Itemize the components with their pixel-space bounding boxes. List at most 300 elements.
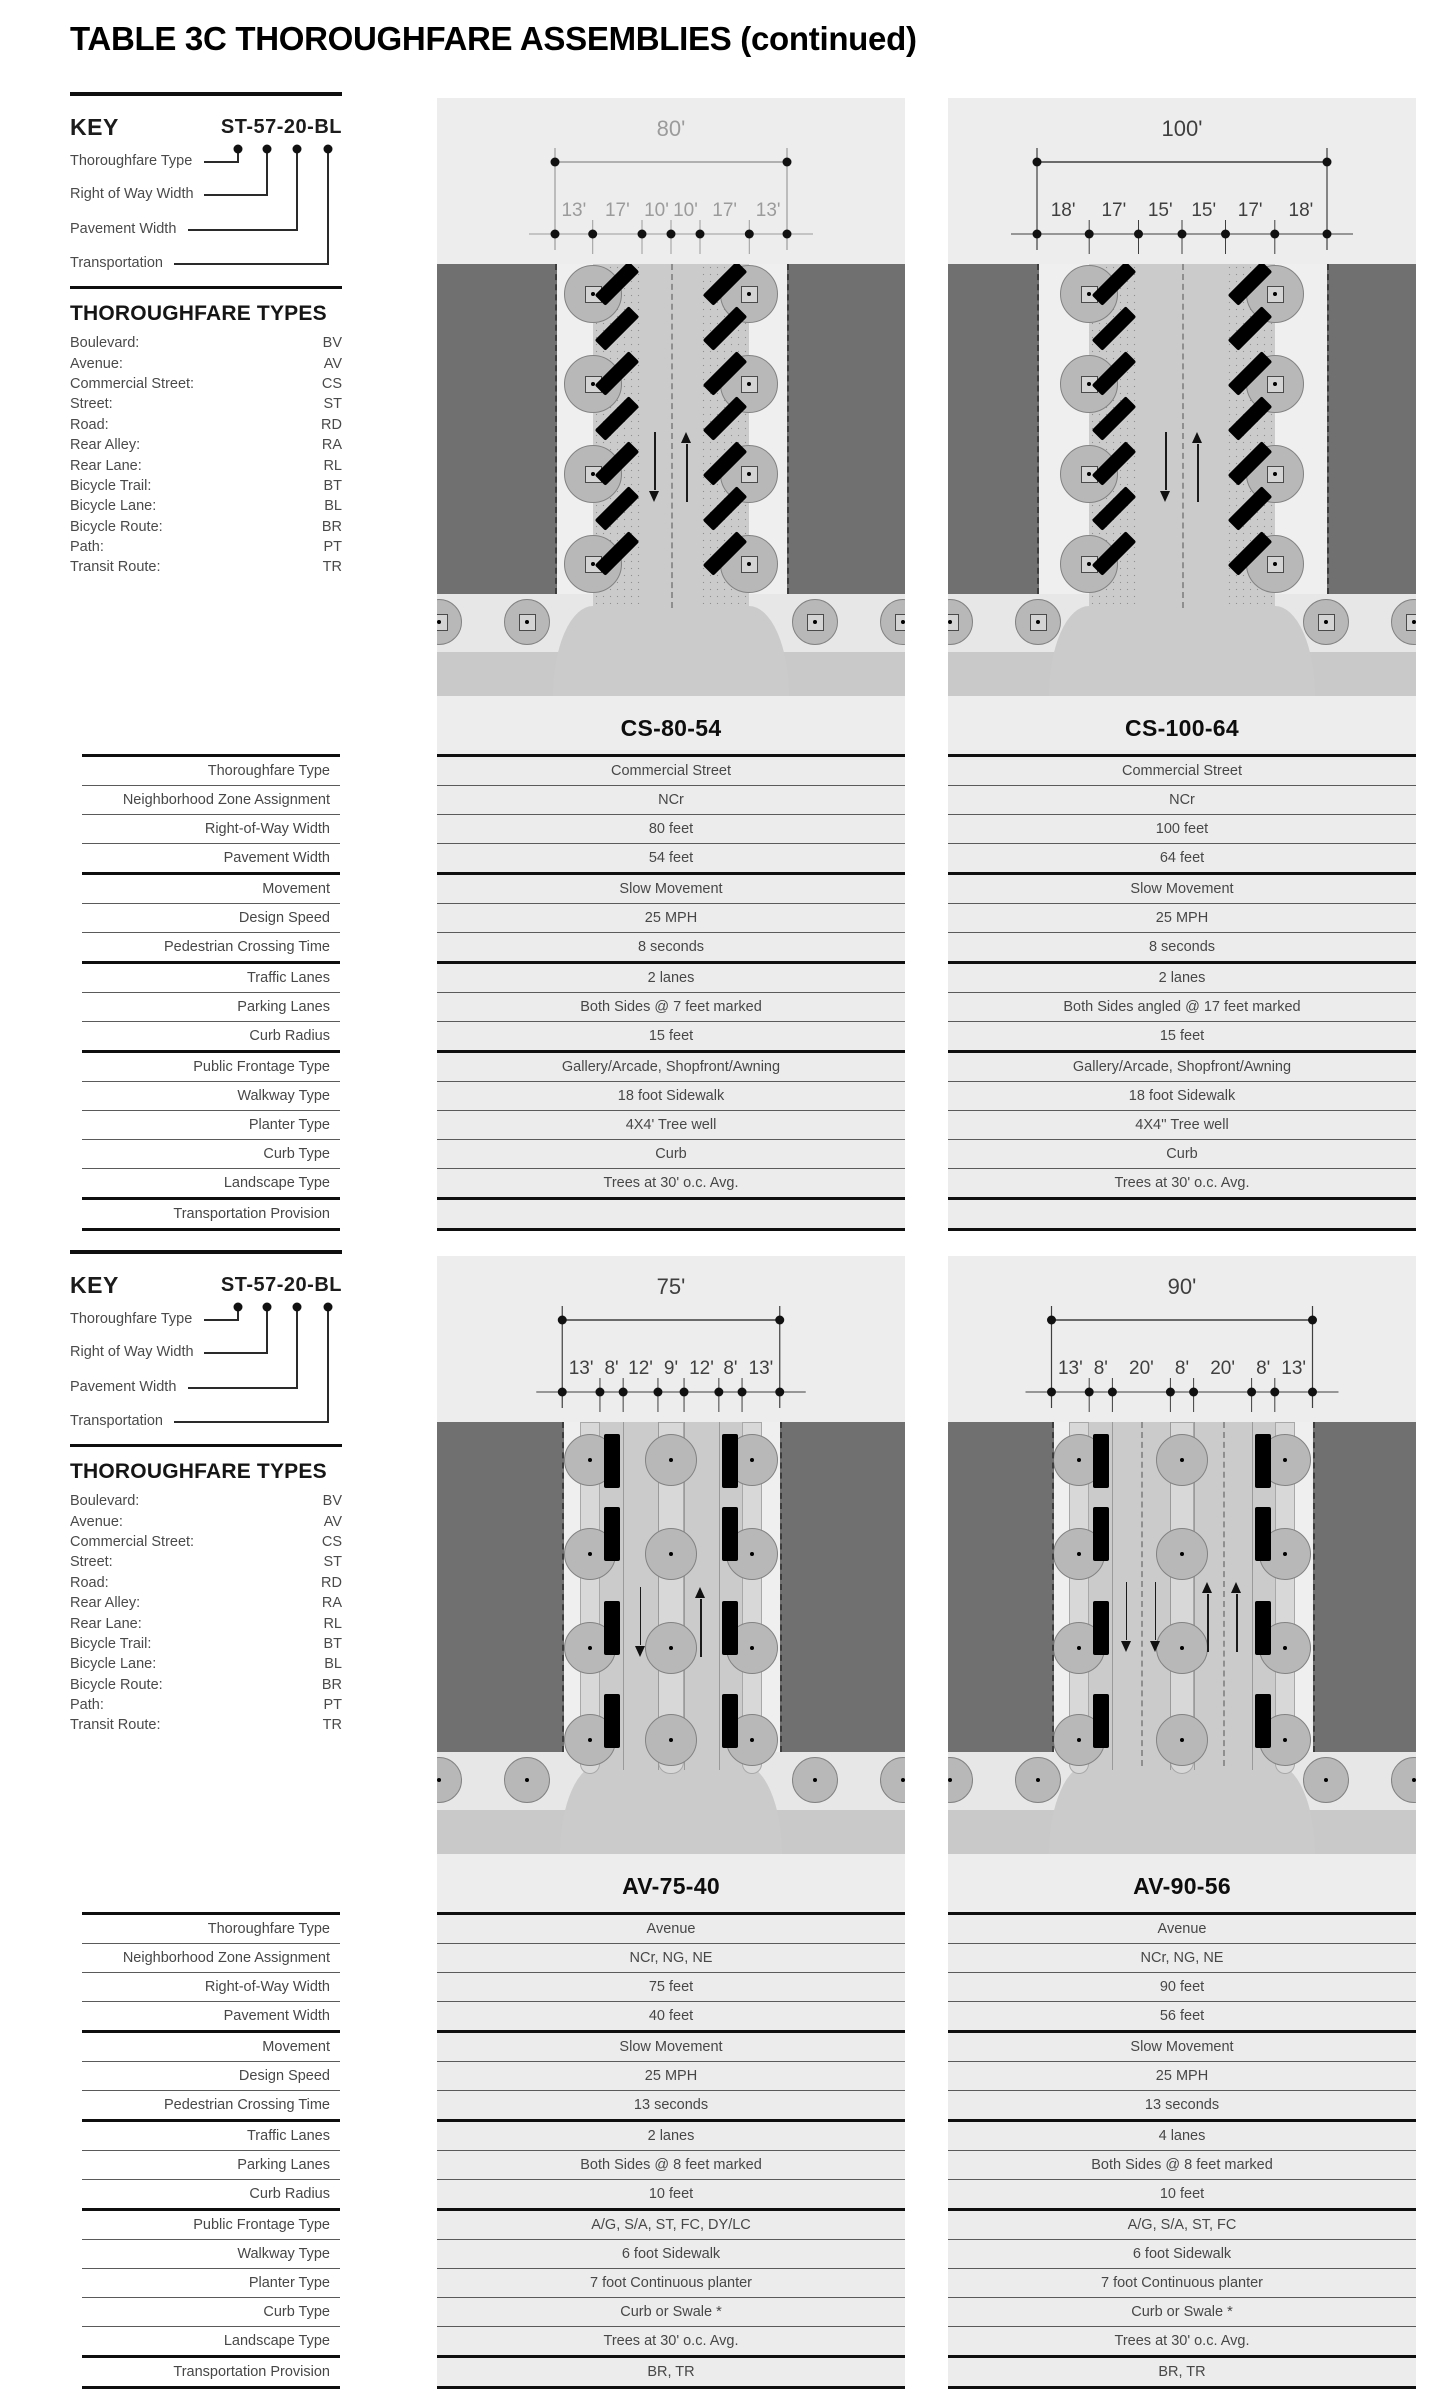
dimension-diagram	[948, 1256, 1416, 1422]
attribute-label-row: Curb Radius	[82, 1022, 340, 1053]
type-label: Avenue:	[70, 1513, 123, 1530]
type-label: Rear Lane:	[70, 457, 142, 474]
type-code: PT	[323, 539, 342, 556]
section-divider-line	[70, 92, 342, 96]
type-label: Transit Route:	[70, 1717, 161, 1734]
key-entry-label: Right of Way Width	[70, 186, 194, 202]
parallel-parked-car	[1093, 1694, 1109, 1748]
lane-dashed-line	[1141, 1422, 1143, 1766]
key-legend	[70, 100, 342, 282]
street-tree-icon	[645, 1434, 697, 1486]
segment-width-label: 13'	[561, 200, 587, 221]
type-label: Transit Route:	[70, 559, 161, 576]
key-entry-label: Pavement Width	[70, 1379, 177, 1395]
thoroughfare-types-heading: THOROUGHFARE TYPES	[70, 1460, 327, 1483]
thoroughfare-types-legend	[70, 302, 342, 578]
assembly-value-row: Trees at 30' o.c. Avg.	[948, 2327, 1416, 2358]
segment-width-label: 8'	[723, 1358, 738, 1379]
type-code: TR	[322, 559, 342, 576]
attribute-label-row: Movement	[82, 875, 340, 904]
segment-width-label: 10'	[644, 200, 669, 221]
thoroughfare-type-row	[70, 1695, 342, 1715]
thoroughfare-type-row	[70, 1532, 342, 1552]
assembly-value-row: 2 lanes	[437, 2122, 905, 2151]
type-code: BT	[323, 1635, 342, 1652]
attribute-label-row: Public Frontage Type	[82, 2211, 340, 2240]
assembly-value-row: 75 feet	[437, 1973, 905, 2002]
type-code: CS	[321, 375, 342, 392]
parallel-parked-car	[604, 1434, 620, 1488]
row-width-label: 80'	[656, 116, 686, 141]
type-label: Rear Alley:	[70, 1595, 141, 1612]
attribute-label-row: Neighborhood Zone Assignment	[82, 786, 340, 815]
assembly-value-row: NCr	[948, 786, 1416, 815]
key-legend	[70, 1258, 342, 1440]
parallel-parked-car	[722, 1601, 738, 1655]
plan-view	[948, 264, 1416, 702]
thoroughfare-types-legend	[70, 1460, 342, 1736]
assembly-section-lower	[0, 1248, 1452, 2398]
dimension-svg	[948, 1256, 1416, 1422]
arrow-shaft	[1165, 432, 1167, 490]
building-block	[780, 1422, 905, 1752]
travel-lane-arrow	[635, 1587, 647, 1657]
row-width-label: 75'	[656, 1274, 686, 1299]
key-entry-label: Thoroughfare Type	[70, 153, 193, 169]
row-width-label: 90'	[1167, 1274, 1197, 1299]
thoroughfare-types-heading: THOROUGHFARE TYPES	[70, 302, 327, 325]
assembly-value-row: Both Sides angled @ 17 feet marked	[948, 993, 1416, 1022]
assembly-value-row: Avenue	[437, 1915, 905, 1944]
segment-width-label: 17'	[1101, 200, 1127, 221]
thoroughfare-type-row	[70, 353, 342, 373]
dimension-svg	[948, 98, 1416, 264]
segment-width-label: 15'	[1191, 200, 1217, 221]
type-code: BL	[324, 1656, 342, 1673]
assembly-value-row: 4X4'' Tree well	[948, 1111, 1416, 1140]
type-code: AV	[323, 355, 342, 372]
assembly-value-row: NCr, NG, NE	[437, 1944, 905, 1973]
attribute-label-row: Landscape Type	[82, 1169, 340, 1200]
thoroughfare-type-row	[70, 557, 342, 577]
key-entry-label: Thoroughfare Type	[70, 1311, 193, 1327]
assembly-value-row: Commercial Street	[948, 757, 1416, 786]
thoroughfare-type-row	[70, 517, 342, 537]
segment-width-label: 13'	[755, 200, 781, 221]
type-code: CS	[321, 1533, 342, 1550]
assembly-value-row: Slow Movement	[948, 875, 1416, 904]
type-label: Street:	[70, 1554, 113, 1571]
arrow-head	[1160, 491, 1170, 502]
arrow-head	[1202, 1582, 1212, 1593]
key-heading: KEY	[70, 1272, 119, 1298]
assembly-value-row: NCr	[437, 786, 905, 815]
assembly-value-row: 6 foot Sidewalk	[437, 2240, 905, 2269]
assembly-value-row: Curb	[948, 1140, 1416, 1169]
segment-width-label: 13'	[1057, 1358, 1083, 1379]
assembly-value-row: 13 seconds	[437, 2091, 905, 2122]
segment-width-label: 9'	[663, 1358, 679, 1379]
assembly-value-row: Slow Movement	[437, 875, 905, 904]
type-label: Commercial Street:	[70, 375, 195, 392]
segment-width-label: 12'	[689, 1358, 714, 1379]
attribute-label-row: Planter Type	[82, 2269, 340, 2298]
attribute-label-row: Pedestrian Crossing Time	[82, 2091, 340, 2122]
attribute-label-row: Thoroughfare Type	[82, 757, 340, 786]
type-code: RA	[321, 437, 342, 454]
street-tree-icon	[792, 599, 838, 645]
dimension-diagram	[948, 98, 1416, 264]
thoroughfare-type-row	[70, 455, 342, 475]
type-label: Boulevard:	[70, 1493, 140, 1510]
assembly-value-row: 8 seconds	[437, 933, 905, 964]
key-entry-label: Transportation	[70, 1413, 163, 1429]
type-code: BV	[322, 1493, 342, 1510]
parallel-parked-car	[1255, 1694, 1271, 1748]
assembly-value-row: 2 lanes	[437, 964, 905, 993]
segment-width-label: 13'	[1281, 1358, 1307, 1379]
assembly-value-row: 10 feet	[437, 2180, 905, 2211]
thoroughfare-type-row	[70, 537, 342, 557]
assembly-attribute-table	[437, 754, 905, 1231]
assembly-value-row: Trees at 30' o.c. Avg.	[437, 2327, 905, 2358]
parallel-parked-car	[722, 1434, 738, 1488]
lane-edge-line	[1252, 1422, 1253, 1770]
building-block	[787, 264, 905, 594]
type-code: AV	[323, 1513, 342, 1530]
assembly-panel-cs-80-54	[437, 98, 905, 1231]
key-divider-line	[70, 286, 342, 289]
type-label: Rear Lane:	[70, 1615, 142, 1632]
thoroughfare-type-row	[70, 415, 342, 435]
assembly-value-row: 80 feet	[437, 815, 905, 844]
segment-width-label: 8'	[1174, 1358, 1190, 1379]
thoroughfare-type-row	[70, 1491, 342, 1511]
assembly-panel-cs-100-64	[948, 98, 1416, 1231]
assembly-value-row: A/G, S/A, ST, FC	[948, 2211, 1416, 2240]
assembly-value-row: 4X4' Tree well	[437, 1111, 905, 1140]
street-tree-icon	[645, 1528, 697, 1580]
attribute-label-row: Parking Lanes	[82, 993, 340, 1022]
assembly-value-row: A/G, S/A, ST, FC, DY/LC	[437, 2211, 905, 2240]
attribute-label-row: Planter Type	[82, 1111, 340, 1140]
street-tree-icon	[792, 1757, 838, 1803]
street-tree-icon	[1015, 1757, 1061, 1803]
street-tree-icon	[1303, 1757, 1349, 1803]
segment-width-label: 18'	[1288, 200, 1314, 221]
key-code: ST-57-20-BL	[220, 1274, 342, 1296]
attribute-label-row: Pavement Width	[82, 844, 340, 875]
thoroughfare-type-row	[70, 496, 342, 516]
type-label: Rear Alley:	[70, 437, 141, 454]
type-label: Bicycle Trail:	[70, 1635, 152, 1652]
attribute-label-row: Neighborhood Zone Assignment	[82, 1944, 340, 1973]
legend-column	[70, 90, 342, 1230]
assembly-value-row: Slow Movement	[948, 2033, 1416, 2062]
assembly-value-row: 8 seconds	[948, 933, 1416, 964]
assembly-value-row: 40 feet	[437, 2002, 905, 2033]
arrow-head	[1231, 1582, 1241, 1593]
assembly-value-row	[437, 1200, 905, 1228]
assembly-panel-av-90-56	[948, 1256, 1416, 2389]
assembly-value-row: 56 feet	[948, 2002, 1416, 2033]
assembly-value-row: Gallery/Arcade, Shopfront/Awning	[948, 1053, 1416, 1082]
assembly-attribute-table	[948, 1912, 1416, 2389]
parallel-parked-car	[1255, 1601, 1271, 1655]
assembly-value-row: BR, TR	[647, 2364, 695, 2380]
assembly-value-row: BR, TR	[1158, 2364, 1206, 2380]
attribute-label-row: Walkway Type	[82, 1082, 340, 1111]
parallel-parked-car	[604, 1601, 620, 1655]
assembly-value-row: 15 feet	[437, 1022, 905, 1053]
assembly-value-row: 15 feet	[948, 1022, 1416, 1053]
assembly-value-row: 7 foot Continuous planter	[437, 2269, 905, 2298]
key-code: ST-57-20-BL	[220, 116, 342, 138]
arrow-head	[649, 491, 659, 502]
parallel-parked-car	[604, 1507, 620, 1561]
thoroughfare-type-row	[70, 435, 342, 455]
street-tree-icon	[645, 1622, 697, 1674]
assembly-value-row: Both Sides @ 8 feet marked	[437, 2151, 905, 2180]
lane-edge-line	[623, 1422, 624, 1770]
arrow-shaft	[1155, 1582, 1157, 1640]
segment-width-label: 8'	[1256, 1358, 1271, 1379]
thoroughfare-type-row	[70, 1613, 342, 1633]
type-label: Bicycle Route:	[70, 1676, 163, 1693]
thoroughfare-type-row	[70, 1593, 342, 1613]
plan-view	[437, 1422, 905, 1860]
lane-edge-line	[1112, 1422, 1113, 1770]
center-dashed-line	[1182, 264, 1184, 608]
arrow-shaft	[1126, 1582, 1128, 1640]
segment-width-label: 20'	[1129, 1358, 1154, 1379]
attribute-label-row: Landscape Type	[82, 2327, 340, 2358]
thoroughfare-type-row	[70, 333, 342, 353]
page-title: TABLE 3C THOROUGHFARE ASSEMBLIES (continued)	[70, 20, 917, 57]
assembly-name: AV-75-40	[437, 1860, 905, 1912]
segment-width-label: 17'	[1237, 200, 1263, 221]
assembly-value-row: Trees at 30' o.c. Avg.	[437, 1169, 905, 1200]
assembly-value-row: Trees at 30' o.c. Avg.	[948, 1169, 1416, 1200]
arrow-head	[681, 432, 691, 443]
attribute-label-row: Design Speed	[82, 904, 340, 933]
street-tree-icon	[504, 599, 550, 645]
assembly-name: AV-90-56	[948, 1860, 1416, 1912]
assembly-section-upper	[0, 90, 1452, 1248]
thoroughfare-type-row	[70, 1675, 342, 1695]
section-divider-line	[70, 1250, 342, 1254]
assembly-value-row: 4 lanes	[948, 2122, 1416, 2151]
thoroughfare-type-row	[70, 374, 342, 394]
assembly-value-row: 64 feet	[948, 844, 1416, 875]
travel-lane-arrow	[1202, 1582, 1214, 1652]
parallel-parked-car	[1255, 1434, 1271, 1488]
segment-width-label: 20'	[1210, 1358, 1235, 1379]
travel-lane-arrow	[681, 432, 693, 502]
dimension-diagram	[437, 1256, 905, 1422]
type-label: Road:	[70, 1574, 109, 1591]
assembly-value-row: 2 lanes	[948, 964, 1416, 993]
parallel-parked-car	[1255, 1507, 1271, 1561]
plan-view	[437, 264, 905, 702]
parallel-parked-car	[1093, 1434, 1109, 1488]
arrow-head	[635, 1646, 645, 1657]
segment-width-label: 12'	[628, 1358, 653, 1379]
attribute-label-table	[82, 1912, 340, 2389]
row-width-label: 100'	[1161, 116, 1203, 141]
segment-width-label: 15'	[1147, 200, 1173, 221]
plan-view	[948, 1422, 1416, 1860]
attribute-label-row: Design Speed	[82, 2062, 340, 2091]
segment-width-label: 8'	[604, 1358, 619, 1379]
type-label: Path:	[70, 539, 104, 556]
street-tree-icon	[504, 1757, 550, 1803]
assembly-value-row: Commercial Street	[437, 757, 905, 786]
key-divider-line	[70, 1444, 342, 1447]
assembly-value-row: 13 seconds	[948, 2091, 1416, 2122]
key-entry-label: Right of Way Width	[70, 1344, 194, 1360]
thoroughfare-type-row	[70, 1552, 342, 1572]
assembly-attribute-table	[948, 754, 1416, 1231]
attribute-label-row: Traffic Lanes	[82, 2122, 340, 2151]
segment-width-label: 18'	[1050, 200, 1076, 221]
assembly-value-row: Both Sides @ 7 feet marked	[437, 993, 905, 1022]
thoroughfare-type-row	[70, 1715, 342, 1735]
assembly-value-row: 90 feet	[948, 1973, 1416, 2002]
attribute-label-row: Movement	[82, 2033, 340, 2062]
building-block	[948, 264, 1039, 594]
key-entry-label: Pavement Width	[70, 221, 177, 237]
type-code: RD	[321, 1574, 342, 1591]
type-label: Boulevard:	[70, 335, 140, 352]
type-label: Road:	[70, 416, 109, 433]
travel-lane-arrow	[1231, 1582, 1243, 1652]
center-dashed-line	[671, 264, 673, 608]
type-code: ST	[323, 1554, 342, 1571]
street-tree-icon	[645, 1714, 697, 1766]
dimension-svg	[437, 1256, 905, 1422]
travel-lane-arrow	[1121, 1582, 1133, 1652]
attribute-label-row: Pavement Width	[82, 2002, 340, 2033]
arrow-head	[1150, 1641, 1160, 1652]
lane-edge-line	[719, 1422, 720, 1770]
assembly-panel-av-75-40	[437, 1256, 905, 2389]
dimension-svg	[437, 98, 905, 264]
attribute-label-table	[82, 754, 340, 1231]
attribute-label-row: Thoroughfare Type	[82, 1915, 340, 1944]
thoroughfare-type-row	[70, 1654, 342, 1674]
type-label: Bicycle Lane:	[70, 498, 157, 515]
segment-width-label: 8'	[1093, 1358, 1108, 1379]
attribute-label-row: Right-of-Way Width	[82, 815, 340, 844]
type-code: PT	[323, 1697, 342, 1714]
arrow-shaft	[686, 444, 688, 502]
type-code: RL	[323, 1615, 342, 1632]
type-code: RD	[321, 416, 342, 433]
attribute-label-row: Traffic Lanes	[82, 964, 340, 993]
dimension-diagram	[437, 98, 905, 264]
assembly-value-row: 25 MPH	[948, 2062, 1416, 2091]
type-code: TR	[322, 1717, 342, 1734]
assembly-value-row: 54 feet	[437, 844, 905, 875]
arrow-shaft	[1236, 1594, 1238, 1652]
travel-lane-arrow	[649, 432, 661, 502]
type-label: Bicycle Trail:	[70, 477, 152, 494]
segment-width-label: 17'	[712, 200, 738, 221]
thoroughfare-type-row	[70, 394, 342, 414]
type-code: BL	[324, 498, 342, 515]
type-label: Bicycle Route:	[70, 518, 163, 535]
arrow-head	[1192, 432, 1202, 443]
attribute-label-row: Transportation Provision	[173, 2364, 330, 2380]
building-block	[437, 264, 557, 594]
type-code: ST	[323, 396, 342, 413]
thoroughfare-type-row	[70, 1634, 342, 1654]
attribute-label-row: Transportation Provision	[173, 1206, 330, 1222]
street-tree-icon	[1156, 1714, 1208, 1766]
building-block	[948, 1422, 1054, 1752]
segment-width-label: 13'	[748, 1358, 774, 1379]
arrow-shaft	[1197, 444, 1199, 502]
assembly-value-row: Curb or Swale *	[437, 2298, 905, 2327]
street-tree-icon	[1015, 599, 1061, 645]
type-label: Avenue:	[70, 355, 123, 372]
arrow-head	[695, 1587, 705, 1598]
arrow-shaft	[1207, 1594, 1209, 1652]
assembly-value-row: Both Sides @ 8 feet marked	[948, 2151, 1416, 2180]
assembly-value-row: 10 feet	[948, 2180, 1416, 2211]
attribute-label-row: Curb Type	[82, 1140, 340, 1169]
assembly-value-row: Curb or Swale *	[948, 2298, 1416, 2327]
parallel-parked-car	[722, 1507, 738, 1561]
street-tree-icon	[1303, 599, 1349, 645]
segment-width-label: 17'	[604, 200, 630, 221]
travel-lane-arrow	[695, 1587, 707, 1657]
building-block	[1327, 264, 1416, 594]
parallel-parked-car	[722, 1694, 738, 1748]
attribute-label-row: Parking Lanes	[82, 2151, 340, 2180]
parallel-parked-car	[1093, 1507, 1109, 1561]
building-block	[1313, 1422, 1417, 1752]
key-heading: KEY	[70, 114, 119, 140]
street-tree-icon	[1156, 1622, 1208, 1674]
street-tree-icon	[1156, 1528, 1208, 1580]
parallel-parked-car	[604, 1694, 620, 1748]
type-code: BT	[323, 477, 342, 494]
type-label: Bicycle Lane:	[70, 1656, 157, 1673]
arrow-head	[1121, 1641, 1131, 1652]
assembly-value-row: 25 MPH	[437, 2062, 905, 2091]
legend-column	[70, 1248, 342, 2388]
thoroughfare-type-row	[70, 1511, 342, 1531]
type-label: Commercial Street:	[70, 1533, 195, 1550]
arrow-shaft	[640, 1587, 642, 1645]
building-block	[437, 1422, 564, 1752]
type-code: BR	[321, 1676, 342, 1693]
attribute-label-row: Curb Type	[82, 2298, 340, 2327]
assembly-value-row: Slow Movement	[437, 2033, 905, 2062]
arrow-shaft	[700, 1599, 702, 1657]
assembly-value-row: NCr, NG, NE	[948, 1944, 1416, 1973]
type-code: RL	[323, 457, 342, 474]
attribute-label-row: Public Frontage Type	[82, 1053, 340, 1082]
arrow-shaft	[654, 432, 656, 490]
assembly-value-row: 18 foot Sidewalk	[948, 1082, 1416, 1111]
type-code: RA	[321, 1595, 342, 1612]
parallel-parked-car	[1093, 1601, 1109, 1655]
thoroughfare-type-row	[70, 1573, 342, 1593]
travel-lane-arrow	[1192, 432, 1204, 502]
